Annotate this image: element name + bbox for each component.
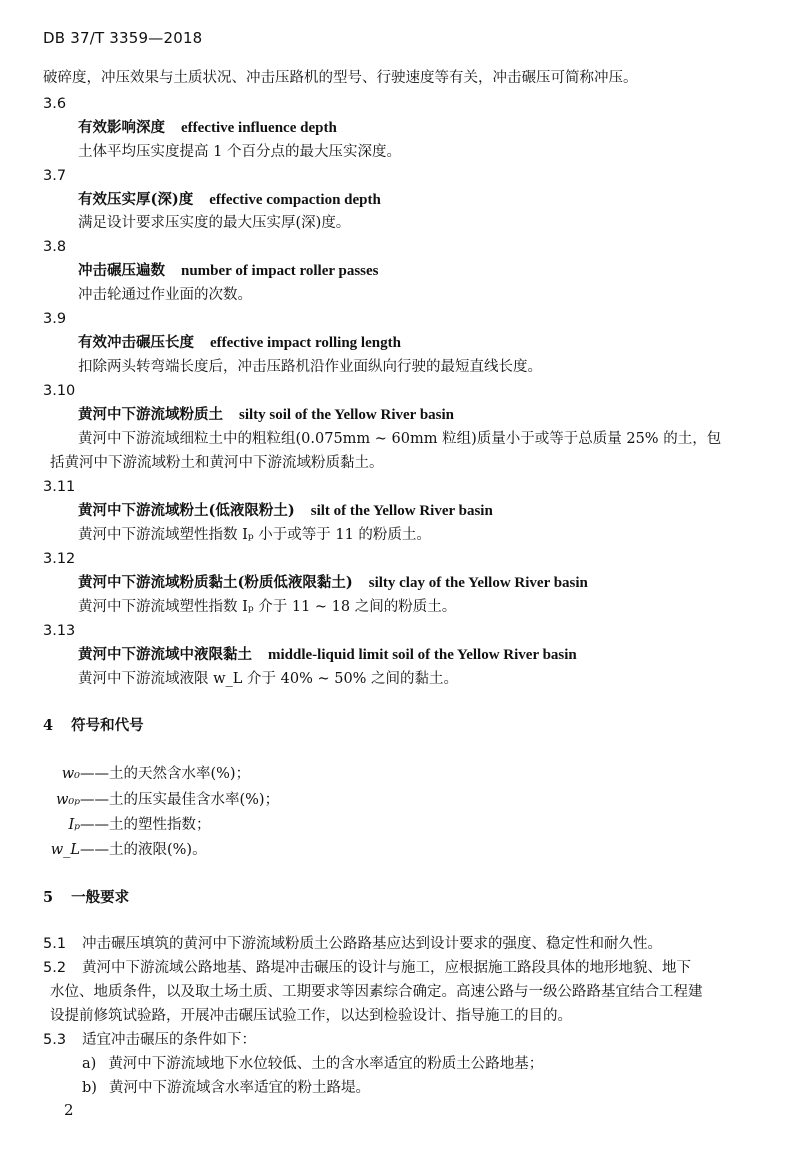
term-zh: 黄河中下游流域粉质黏土(粉质低液限黏土): [78, 574, 353, 591]
symbol-description: ——土的天然含水率(%)；: [80, 766, 251, 782]
term-definition: 黄河中下游流域塑性指数 Iₚ 小于或等于 11 的粉质土。: [78, 527, 431, 543]
clause-text-continued: 设提前修筑试验路，开展冲击碾压试验工作，以达到检验设计、指导施工的目的。: [50, 1008, 572, 1024]
page-number: 2: [64, 1101, 74, 1119]
term-definition: 黄河中下游流域细粒土中的粗粒组(0.075mm ~ 60mm 粒组)质量小于或等于总质量 25% 的土，包: [78, 431, 722, 447]
section-heading: [43, 716, 144, 736]
term-heading: [78, 573, 588, 593]
symbol-description: ——土的塑性指数；: [80, 817, 211, 833]
symbol: Iₚ: [68, 817, 80, 833]
intro-line: 破碎度，冲压效果与土质状况、冲击压路机的型号、行驶速度等有关，冲击碾压可简称冲压。: [43, 70, 638, 86]
section-number: 4: [43, 717, 54, 734]
symbol-description: ——土的压实最佳含水率(%)；: [80, 792, 280, 808]
term-definition: 黄河中下游流域液限 w_L 介于 40% ~ 50% 之间的黏土。: [78, 671, 459, 687]
term-en: silt of the Yellow River basin: [310, 503, 493, 519]
term-number: 3.8: [43, 239, 67, 255]
term-en: effective influence depth: [181, 120, 337, 136]
section-title: 一般要求: [71, 889, 130, 906]
list-item: [82, 1054, 543, 1074]
term-heading: [78, 333, 401, 353]
symbol: w₀ₚ: [55, 792, 80, 808]
term-number: 3.7: [43, 168, 67, 184]
term-heading: [78, 261, 379, 281]
list-text: 黄河中下游流域含水率适宜的粉土路堤。: [108, 1080, 370, 1096]
clause-text: 适宜冲击碾压的条件如下：: [82, 1032, 256, 1048]
term-en: silty clay of the Yellow River basin: [368, 575, 588, 591]
clause-text-continued: 水位、地质条件，以及取土场土质、工期要求等因素综合确定。高速公路与一级公路路基宜结合工程建: [50, 984, 703, 1000]
list-text: 黄河中下游流域地下水位较低、土的含水率适宜的粉质土公路地基；: [108, 1056, 544, 1072]
list-marker: a): [82, 1056, 97, 1072]
clause-number: 5.1: [43, 936, 67, 952]
symbol-entry: [40, 815, 211, 835]
term-number: 3.10: [43, 383, 76, 399]
term-en: effective impact rolling length: [210, 335, 401, 351]
symbol: w₀: [61, 766, 80, 782]
symbol-description: ——土的液限(%)。: [80, 842, 207, 858]
term-zh: 黄河中下游流域中液限黏土: [78, 646, 252, 663]
term-en: number of impact roller passes: [181, 263, 379, 279]
term-zh: 冲击碾压遍数: [78, 262, 165, 279]
term-number: 3.6: [43, 96, 67, 112]
section-title: 符号和代号: [71, 717, 144, 734]
term-heading: [78, 501, 493, 521]
section-number: 5: [43, 889, 54, 906]
term-en: silty soil of the Yellow River basin: [239, 407, 455, 423]
term-zh: 有效压实厚(深)度: [78, 191, 194, 208]
term-number: 3.13: [43, 623, 76, 639]
term-zh: 黄河中下游流域粉质土: [78, 406, 223, 423]
symbol-entry: [40, 764, 250, 784]
term-definition: 黄河中下游流域塑性指数 Iₚ 介于 11 ~ 18 之间的粉质土。: [78, 599, 457, 615]
document-header: DB 37/T 3359—2018: [43, 29, 203, 47]
term-heading: [78, 645, 577, 665]
term-zh: 有效影响深度: [78, 119, 165, 136]
clause-text: 黄河中下游流域公路地基、路堤冲击碾压的设计与施工，应根据施工路段具体的地形地貌、地下: [82, 960, 691, 976]
term-definition-continued: 括黄河中下游流域粉土和黄河中下游流域粉质黏土。: [50, 455, 384, 471]
term-definition: 土体平均压实度提高 1 个百分点的最大压实深度。: [78, 144, 401, 160]
symbol-entry: [40, 790, 279, 810]
term-heading: [78, 118, 337, 138]
list-item: [82, 1078, 370, 1098]
section-heading: [43, 888, 129, 908]
term-definition: 扣除两头转弯端长度后，冲击压路机沿作业面纵向行驶的最短直线长度。: [78, 359, 542, 375]
clause-number: 5.2: [43, 960, 67, 976]
term-zh: 有效冲击碾压长度: [78, 334, 194, 351]
term-heading: [78, 405, 454, 425]
term-definition: 冲击轮通过作业面的次数。: [78, 287, 252, 303]
term-number: 3.11: [43, 479, 76, 495]
term-en: effective compaction depth: [209, 192, 381, 208]
clause-text: 冲击碾压填筑的黄河中下游流域粉质土公路路基应达到设计要求的强度、稳定性和耐久性。: [82, 936, 662, 952]
term-definition: 满足设计要求压实度的最大压实厚(深)度。: [78, 215, 351, 231]
term-heading: [78, 190, 381, 210]
term-number: 3.9: [43, 311, 67, 327]
term-number: 3.12: [43, 551, 76, 567]
symbol: w_L: [50, 842, 80, 858]
term-zh: 黄河中下游流域粉土(低液限粉土): [78, 502, 295, 519]
clause-number: 5.3: [43, 1032, 67, 1048]
list-marker: b): [82, 1080, 97, 1096]
symbol-entry: [40, 840, 207, 860]
term-en: middle-liquid limit soil of the Yellow River basin: [268, 647, 577, 663]
